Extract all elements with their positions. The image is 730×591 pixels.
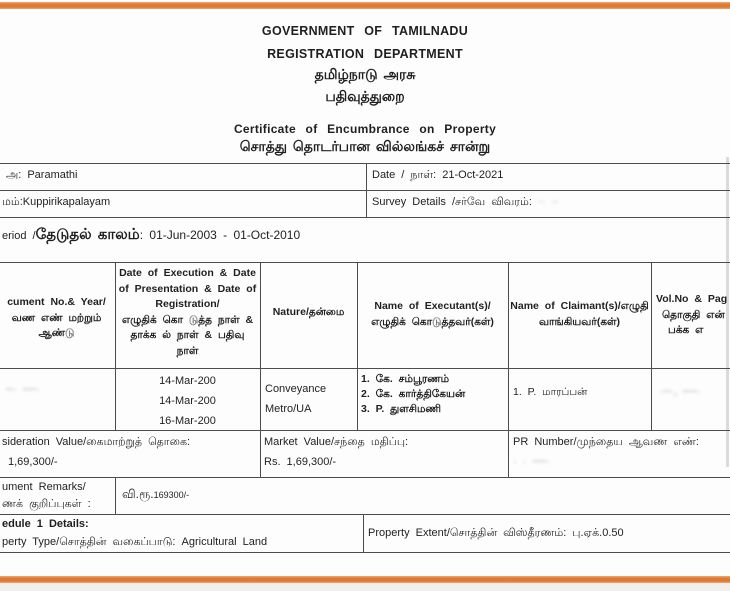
column-header-claimants [509,299,650,330]
column-header-document-no-ta1: வண எண் மற்றும் [11,311,102,324]
document-remarks-label-ta: ணக் குறிப்புகள் : [2,498,91,510]
nature-line1: Conveyance [265,383,327,395]
column-header-document-no [0,295,113,342]
col-divider-schedule [363,514,364,552]
column-header-claimants-en: Name of Claimant(s)/எழுதி [510,300,649,312]
column-header-dates-en1: Date of Execution & Date [119,267,256,279]
table-border-header-bottom [0,368,730,369]
vol-page-redacted: ·╌·, ╌╌· [660,386,700,398]
date-of-presentation: 14-Mar-200 [159,395,216,407]
certificate-title-english: Certificate of Encumbrance on Property [233,122,497,136]
ec-period-prefix: eriod / [2,230,36,242]
column-header-vol-page [656,292,727,339]
column-header-document-no-ta2: ஆண்டு [38,327,75,339]
column-header-vol-page-ta2: பக்க எ [668,324,704,336]
top-orange-rule [0,2,730,9]
date-of-execution: 14-Mar-200 [159,375,216,387]
table-border-remarks-bottom [0,514,730,515]
column-header-vol-page-en: Vol.No & Pag [656,293,728,305]
info-table-top-border [0,163,730,164]
claimant-1: 1. P. மாரப்பன் [513,386,588,398]
date-of-registration: 16-Mar-200 [159,415,216,427]
execution-dates [117,371,258,431]
bottom-margin-strip [0,583,730,591]
document-remarks-label-en: ument Remarks/ [2,481,86,493]
column-header-dates-ta2: தாக்க ல் நாள் & பதிவு [130,329,245,341]
table-border-valuation-bottom [0,477,730,478]
schedule-title: edule 1 Details: [2,518,89,530]
property-extent: Property Extent/சொத்தின் விஸ்தீரணம்: பு.ஏக்.0.50 [368,527,624,539]
header-government-tamil: தமிழ்நாடு அரசு [314,66,416,82]
ec-period-range: : 01-Jun-2003 - 01-Oct-2010 [139,228,301,242]
ec-period-label-tamil: தேடுதல் காலம் [35,226,140,243]
certificate-title-tamil: சொத்து தொடர்பான வில்லங்கச் சான்று [239,138,491,154]
header-department: REGISTRATION DEPARTMENT [267,47,463,61]
info-table-mid-border [0,190,730,191]
ec-date-value: Date / நாள்: 21-Oct-2021 [372,169,504,181]
table-border-row-bottom [0,430,730,431]
col-divider-dates-nature [260,262,261,477]
survey-details-text: Survey Details /சர்வே விவரம்: [372,196,532,208]
column-header-dates [117,266,258,359]
survey-details-redacted-value: ·· ·· [537,196,559,208]
col-divider-remarks [115,477,116,514]
village-value: மம்:Kuppirikapalayam [2,196,111,208]
market-value-label: Market Value/சந்தை மதிப்பு: [264,436,409,448]
property-type: perty Type/சொத்தின் வகைப்பாடு: Agricultural Land [2,536,268,548]
column-header-dates-en3: Registration/ [155,298,220,310]
pr-number-label: PR Number/முந்தைய ஆவண எண்: [513,436,699,448]
column-header-executants [358,299,507,330]
bottom-orange-rule [0,576,730,583]
column-header-dates-ta3: நாள் [176,344,199,357]
document-no-redacted: ╌· ╌╌· [6,384,40,396]
column-header-executants-en: Name of Executant(s)/ [374,300,491,312]
survey-details-label [372,196,559,210]
column-header-executants-ta: எழுதிக் கொடுத்தவர்(கள்) [371,315,494,328]
executant-3: 3. P. துளசிமணி [361,403,442,415]
col-divider-nature-executants [357,262,358,430]
table-border-bottom [0,552,730,553]
info-table-bottom-border [0,217,730,218]
executant-1: 1. கே. சம்பூரணம் [361,373,450,385]
document-remarks-value-tamil: வி.ரூ. [122,487,154,501]
nature-line2: Metro/UA [265,403,312,415]
sro-office-value: அ: Paramathi [6,169,78,181]
ec-period-line [2,226,300,245]
column-header-nature: Nature/தன்மை [272,306,345,318]
col-divider-executants-claimants [508,262,509,477]
column-header-vol-page-ta1: தொகுதி என் [662,308,725,321]
consideration-value: 1,69,300/- [8,456,58,468]
header-department-tamil: பதிவுத்துறை [325,88,405,104]
column-header-dates-en2: of Presentation & Date of [118,282,257,295]
pr-number-redacted: · · ╌╌· [513,456,550,468]
column-header-document-no-en: cument No.& Year/ [7,296,106,308]
document-remarks-value [122,487,189,503]
table-border-top [0,262,730,263]
nature-cell [265,379,326,419]
consideration-value-label: sideration Value/கைமாற்றுத் தொகை: [2,436,191,448]
executant-2: 2. கே. கார்த்திகேயன் [361,388,466,400]
col-divider-doc-dates [115,262,116,430]
col-divider-claimants-vol [651,262,652,430]
market-value: Rs. 1,69,300/- [264,456,337,468]
column-header-claimants-ta: வாங்கியவர்(கள்) [538,315,621,328]
document-remarks-value-number: 169300/- [153,490,190,500]
executants-cell [361,372,465,417]
header-government: GOVERNMENT OF TAMILNADU [261,24,469,38]
info-table-divider [366,163,367,217]
column-header-dates-ta1: எழுதிக் கொ டுத்த நாள் & [121,313,254,326]
